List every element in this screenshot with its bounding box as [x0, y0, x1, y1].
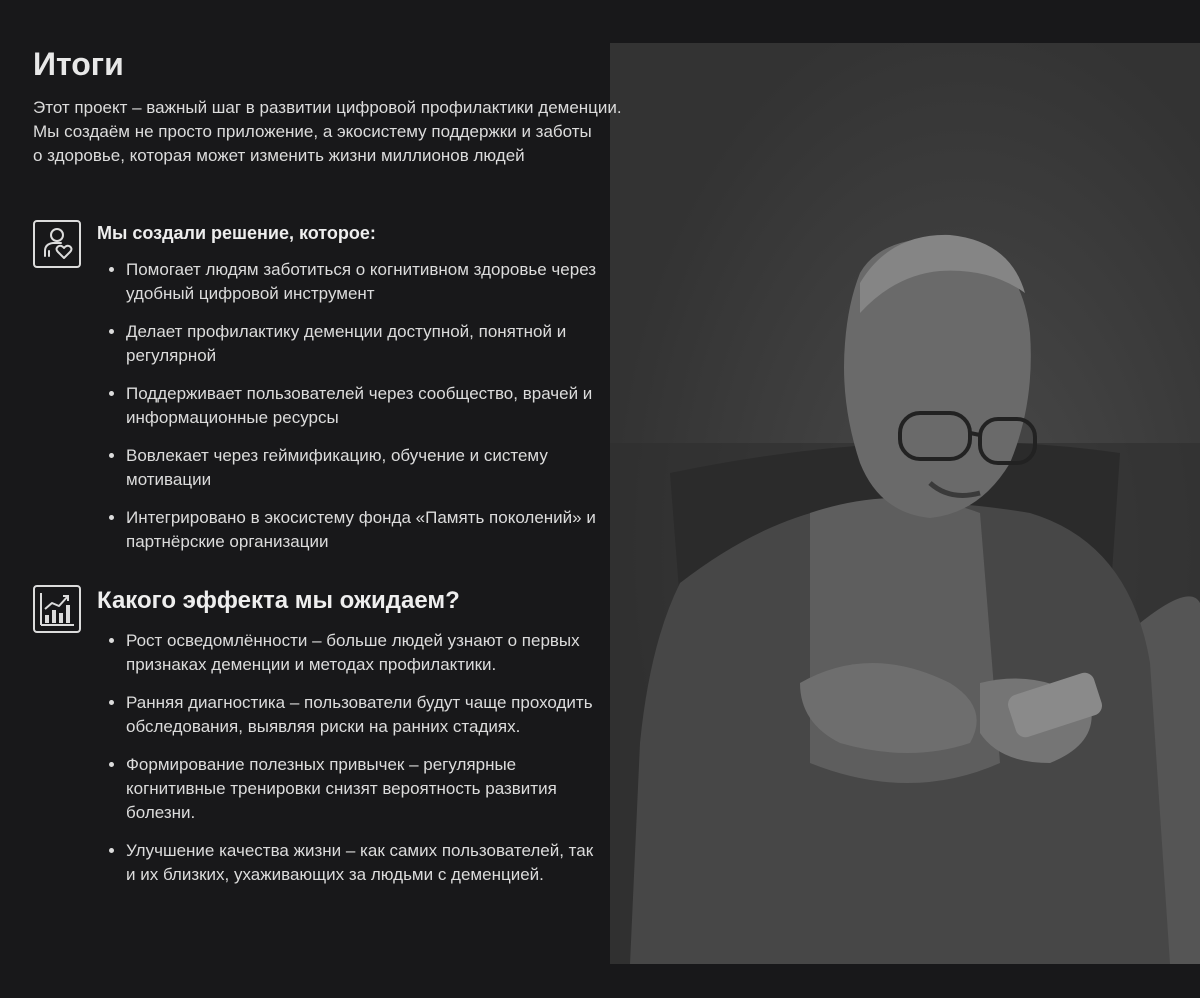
list-item: • Интегрировано в экосистему фонда «Память поколений» и партнёрские организации — [126, 506, 606, 554]
hero-photo — [610, 43, 1200, 964]
summary-header — [33, 44, 713, 168]
solution-list — [107, 258, 606, 554]
intro-line: Этот проект – важный шаг в развитии цифровой профилактики деменции. — [33, 98, 622, 117]
list-item: • Вовлекает через геймификацию, обучение и систему мотивации — [126, 444, 606, 492]
effects-heading: Какого эффекта мы ожидаем? — [97, 587, 460, 614]
page-title: Итоги — [33, 46, 124, 82]
list-item: • Ранняя диагностика – пользователи будут чаще проходить обследования, выявляя риски на ранних стадиях. — [126, 691, 596, 739]
growth-chart-icon — [33, 585, 81, 633]
intro-paragraph — [33, 96, 713, 168]
intro-line: Мы создаём не просто приложение, а экосистему поддержки и заботы — [33, 122, 592, 141]
effects-list — [107, 629, 596, 887]
list-item: • Поддерживает пользователей через сообщество, врачей и информационные ресурсы — [126, 382, 606, 430]
elderly-man-with-phone-illustration — [610, 43, 1200, 964]
list-item: • Рост осведомлённости – больше людей узнают о первых признаках деменции и методах профилактики. — [126, 629, 596, 677]
list-item: • Улучшение качества жизни – как самих пользователей, так и их близких, ухаживающих за людьми с деменцией. — [126, 839, 596, 887]
solution-heading: Мы создали решение, которое: — [97, 223, 376, 243]
list-item: • Формирование полезных привычек – регулярные когнитивные тренировки снизят вероятность развития болезни. — [126, 753, 596, 825]
list-item: • Помогает людям заботиться о когнитивном здоровье через удобный цифровой инструмент — [126, 258, 606, 306]
person-heart-icon — [33, 220, 81, 268]
list-item: • Делает профилактику деменции доступной, понятной и регулярной — [126, 320, 606, 368]
intro-line: о здоровье, которая может изменить жизни миллионов людей — [33, 146, 525, 165]
